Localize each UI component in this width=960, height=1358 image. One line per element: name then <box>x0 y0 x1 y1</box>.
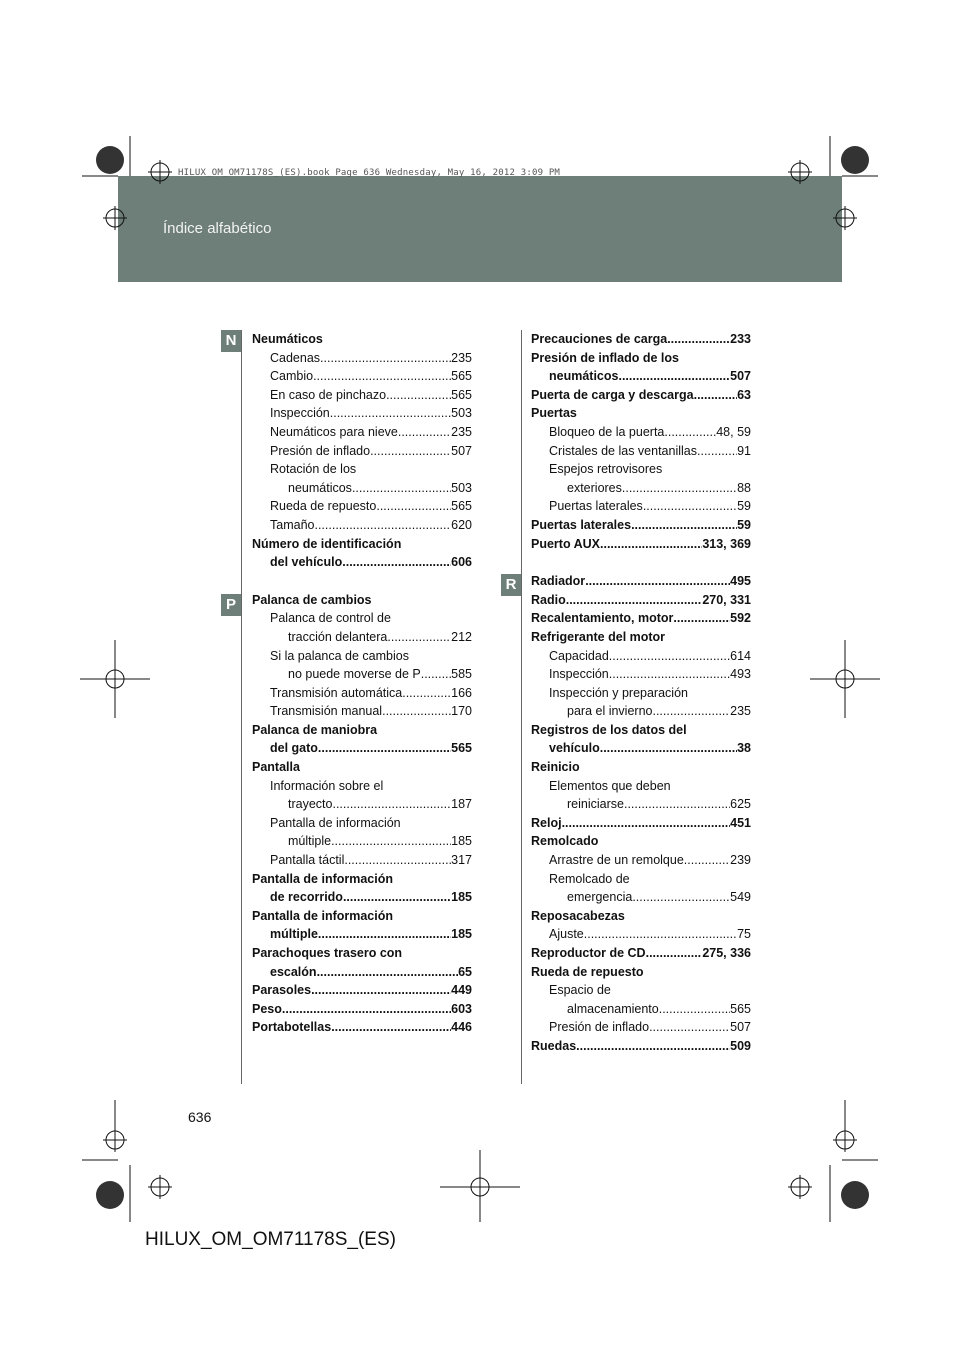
dot-leader <box>331 832 451 851</box>
entry-text: múltiple <box>288 834 332 849</box>
entry-page: 495 <box>730 574 751 589</box>
entry-page: 446 <box>451 1020 472 1035</box>
index-entry <box>531 739 751 758</box>
index-entry: Reposacabezas <box>531 908 625 923</box>
index-entry <box>531 497 751 516</box>
document-code: HILUX_OM_OM71178S_(ES) <box>145 1229 396 1250</box>
entry-text: del vehículo <box>270 555 343 570</box>
section-gap <box>531 553 751 572</box>
dot-leader <box>344 851 451 870</box>
index-entry <box>252 851 472 870</box>
dot-leader <box>421 665 451 684</box>
index-entry <box>252 553 472 572</box>
index-entry <box>252 628 472 647</box>
index-entry <box>531 851 751 870</box>
entry-page: 549 <box>730 890 751 905</box>
index-entry <box>531 795 751 814</box>
entry-text: Neumáticos para nieve <box>270 424 398 439</box>
entry-page: 451 <box>730 815 751 830</box>
page-number: 636 <box>188 1109 212 1125</box>
index-entry <box>531 888 751 907</box>
index-entry: Puertas <box>531 406 577 421</box>
entry-text: Radio <box>531 592 566 607</box>
entry-text: Ajuste <box>549 927 584 942</box>
dot-leader <box>314 516 451 535</box>
dot-leader <box>664 423 716 442</box>
index-entry <box>252 888 472 907</box>
dot-leader <box>566 591 703 610</box>
index-entry <box>252 665 472 684</box>
dot-leader <box>376 497 451 516</box>
entry-page: 59 <box>737 499 751 514</box>
entry-text: emergencia <box>567 890 633 905</box>
book-metadata-line: HILUX_OM_OM71178S_(ES).book Page 636 Wednesday, May 16, 2012 3:09 PM <box>178 168 561 178</box>
dot-leader <box>684 851 730 870</box>
entry-text: Cambio <box>270 369 314 384</box>
entry-text: Inspección <box>549 667 609 682</box>
entry-page: 166 <box>451 685 472 700</box>
entry-page: 565 <box>451 499 472 514</box>
dot-leader <box>618 367 730 386</box>
entry-page: 614 <box>730 648 751 663</box>
entry-page: 59 <box>737 517 751 532</box>
entry-page: 493 <box>730 667 751 682</box>
index-entry <box>531 944 751 963</box>
entry-page: 503 <box>451 480 472 495</box>
entry-text: Presión de inflado <box>549 1020 650 1035</box>
entry-page: 449 <box>451 983 472 998</box>
index-entry <box>531 479 751 498</box>
index-entry <box>531 1018 751 1037</box>
index-entry <box>252 1018 472 1037</box>
entry-page: 275, 336 <box>702 946 751 960</box>
entry-page: 170 <box>451 704 472 719</box>
index-entry: Palanca de maniobra <box>252 722 378 737</box>
index-entry: Registros de los datos del <box>531 722 687 737</box>
dot-leader <box>624 795 730 814</box>
index-entry <box>531 423 751 442</box>
entry-text: del gato <box>270 741 318 756</box>
entry-text: En caso de pinchazo <box>270 387 387 402</box>
section-gap <box>252 572 472 591</box>
entry-page: 625 <box>730 797 751 812</box>
index-column-right <box>531 330 751 1056</box>
dot-leader <box>576 1037 730 1056</box>
entry-text: tracción delantera <box>288 629 388 644</box>
entry-text: Reproductor de CD <box>531 946 646 960</box>
entry-text: Puertas laterales <box>549 499 643 514</box>
index-entry: Palanca de cambios <box>252 592 372 607</box>
entry-text: Parasoles <box>252 983 312 998</box>
index-entry <box>252 1000 472 1019</box>
entry-text: Rueda de repuesto <box>270 499 377 514</box>
index-entry <box>252 832 472 851</box>
dot-leader <box>600 739 737 758</box>
column-rule-middle <box>521 330 522 1084</box>
dot-leader <box>609 665 730 684</box>
dot-leader <box>402 684 451 703</box>
entry-text: para el invierno <box>567 704 653 719</box>
entry-text: almacenamiento <box>567 1001 659 1016</box>
dot-leader <box>643 497 737 516</box>
dot-leader <box>697 442 737 461</box>
entry-text: Ruedas <box>531 1038 577 1053</box>
entry-page: 565 <box>451 369 472 384</box>
entry-page: 185 <box>451 927 472 942</box>
index-entry <box>531 386 751 405</box>
entry-text: Capacidad <box>549 648 609 663</box>
entry-text: Pantalla táctil <box>270 853 345 868</box>
index-entry <box>252 684 472 703</box>
index-entry <box>252 516 472 535</box>
dot-leader <box>646 944 703 963</box>
index-entry <box>531 367 751 386</box>
entry-page: 65 <box>458 964 472 979</box>
dot-leader <box>342 553 451 572</box>
index-entry: Rueda de repuesto <box>531 964 644 979</box>
index-entry <box>252 442 472 461</box>
entry-page: 38 <box>737 741 751 756</box>
index-entry <box>531 1037 751 1056</box>
dot-leader <box>632 888 730 907</box>
dot-leader <box>282 1000 451 1019</box>
entry-text: escalón <box>270 964 317 979</box>
entry-page: 565 <box>451 741 472 756</box>
dot-leader <box>600 535 702 554</box>
dot-leader <box>387 628 451 647</box>
index-entry: Elementos que deben <box>549 778 671 793</box>
index-entry <box>252 497 472 516</box>
index-entry <box>531 572 751 591</box>
dot-leader <box>382 702 451 721</box>
entry-page: 75 <box>737 927 751 942</box>
entry-page: 187 <box>451 797 472 812</box>
entry-text: Cristales de las ventanillas <box>549 443 697 458</box>
entry-page: 91 <box>737 443 751 458</box>
index-entry: Presión de inflado de los <box>531 350 679 365</box>
dot-leader <box>649 1018 730 1037</box>
index-entry <box>531 516 751 535</box>
dot-leader <box>311 981 451 1000</box>
entry-text: Tamaño <box>270 517 315 532</box>
dot-leader <box>652 702 730 721</box>
dot-leader <box>673 609 730 628</box>
entry-text: neumáticos <box>549 369 619 384</box>
entry-text: Puertas laterales <box>531 517 632 532</box>
dot-leader <box>320 349 451 368</box>
entry-page: 235 <box>730 704 751 719</box>
index-entry <box>252 981 472 1000</box>
dot-leader <box>667 330 730 349</box>
entry-text: Puerto AUX <box>531 536 600 551</box>
index-entry: Pantalla de información <box>252 908 394 923</box>
index-entry <box>252 367 472 386</box>
index-entry <box>252 963 472 982</box>
index-entry <box>531 330 751 349</box>
index-entry <box>531 609 751 628</box>
index-entry <box>252 349 472 368</box>
dot-leader <box>398 423 451 442</box>
index-entry: Reinicio <box>531 760 580 775</box>
entry-text: vehículo <box>549 741 600 756</box>
index-entry <box>252 702 472 721</box>
entry-text: Recalentamiento, motor <box>531 611 674 626</box>
index-entry <box>531 925 751 944</box>
index-entry <box>531 665 751 684</box>
index-entry <box>531 814 751 833</box>
entry-text: Portabotellas <box>252 1020 332 1035</box>
entry-text: Transmisión automática <box>270 685 403 700</box>
dot-leader <box>659 1000 730 1019</box>
column-rule-left <box>241 330 242 1084</box>
entry-page: 88 <box>737 480 751 495</box>
entry-page: 503 <box>451 406 472 421</box>
index-entry: Neumáticos <box>252 332 323 346</box>
index-entry: Número de identificación <box>252 536 402 551</box>
entry-page: 212 <box>451 629 472 644</box>
entry-text: Transmisión manual <box>270 704 383 719</box>
index-entry: Remolcado <box>531 834 599 849</box>
entry-text: no puede moverse de P <box>288 667 421 682</box>
index-entry <box>252 795 472 814</box>
index-entry <box>252 386 472 405</box>
entry-text: múltiple <box>270 927 318 942</box>
index-entry <box>531 702 751 721</box>
entry-page: 185 <box>451 834 472 849</box>
section-tab-r: R <box>501 574 521 596</box>
entry-text: Inspección <box>270 406 330 421</box>
dot-leader <box>694 386 738 405</box>
entry-page: 606 <box>451 555 472 570</box>
entry-text: Precauciones de carga <box>531 332 668 346</box>
index-entry: Pantalla de información <box>270 815 401 830</box>
index-entry: Espacio de <box>549 983 611 998</box>
dot-leader <box>631 516 737 535</box>
index-entry <box>252 739 472 758</box>
section-tab-n: N <box>221 330 241 352</box>
index-entry <box>252 479 472 498</box>
entry-text: de recorrido <box>270 890 343 905</box>
entry-text: Puerta de carga y descarga <box>531 387 694 402</box>
entry-text: Bloqueo de la puerta <box>549 424 665 439</box>
dot-leader <box>584 925 737 944</box>
index-entry <box>531 1000 751 1019</box>
dot-leader <box>585 572 730 591</box>
entry-text: Reloj <box>531 815 562 830</box>
entry-page: 317 <box>451 853 472 868</box>
entry-page: 63 <box>737 387 751 402</box>
index-entry <box>531 442 751 461</box>
index-entry: Inspección y preparación <box>549 685 688 700</box>
index-entry <box>531 647 751 666</box>
entry-text: reiniciarse <box>567 797 624 812</box>
index-entry <box>531 535 751 554</box>
entry-text: neumáticos <box>288 480 352 495</box>
dot-leader <box>318 739 451 758</box>
dot-leader <box>343 888 451 907</box>
entry-page: 509 <box>730 1038 751 1053</box>
entry-text: Cadenas <box>270 350 321 365</box>
dot-leader <box>609 647 730 666</box>
page-title: Índice alfabético <box>163 220 272 237</box>
index-column-left <box>252 330 472 1037</box>
dot-leader <box>562 814 731 833</box>
entry-page: 270, 331 <box>702 592 751 607</box>
entry-page: 235 <box>451 424 472 439</box>
entry-page: 235 <box>451 350 472 365</box>
entry-text: Presión de inflado <box>270 443 371 458</box>
dot-leader <box>386 386 451 405</box>
index-entry: Refrigerante del motor <box>531 629 666 644</box>
entry-page: 185 <box>451 890 472 905</box>
index-entry: Información sobre el <box>270 778 384 793</box>
entry-page: 48, 59 <box>716 424 751 439</box>
entry-page: 592 <box>730 611 751 626</box>
dot-leader <box>370 442 451 461</box>
entry-page: 585 <box>451 667 472 682</box>
entry-text: Radiador <box>531 574 586 589</box>
index-entry <box>531 591 751 610</box>
entry-page: 233 <box>730 332 751 346</box>
index-entry <box>252 925 472 944</box>
dot-leader <box>330 404 451 423</box>
dot-leader <box>313 367 451 386</box>
dot-leader <box>331 1018 451 1037</box>
entry-page: 620 <box>451 517 472 532</box>
dot-leader <box>622 479 737 498</box>
dot-leader <box>352 479 451 498</box>
section-tab-p: P <box>221 594 241 616</box>
entry-page: 565 <box>730 1001 751 1016</box>
entry-text: Arrastre de un remolque <box>549 853 684 868</box>
index-entry: Parachoques trasero con <box>252 946 403 960</box>
index-entry: Pantalla de información <box>252 871 394 886</box>
entry-text: exteriores <box>567 480 622 495</box>
index-entry: Espejos retrovisores <box>549 462 663 477</box>
dot-leader <box>332 795 451 814</box>
entry-page: 507 <box>730 1020 751 1035</box>
entry-page: 565 <box>451 387 472 402</box>
entry-text: Peso <box>252 1001 282 1016</box>
index-entry: Rotación de los <box>270 462 357 477</box>
index-entry <box>252 423 472 442</box>
index-entry: Pantalla <box>252 760 300 775</box>
entry-page: 507 <box>451 443 472 458</box>
index-entry: Si la palanca de cambios <box>270 648 409 663</box>
dot-leader <box>318 925 451 944</box>
entry-page: 507 <box>730 369 751 384</box>
dot-leader <box>317 963 459 982</box>
entry-page: 239 <box>730 853 751 868</box>
entry-text: trayecto <box>288 797 333 812</box>
index-entry: Remolcado de <box>549 871 630 886</box>
index-entry: Palanca de control de <box>270 611 391 626</box>
entry-page: 313, 369 <box>702 536 751 551</box>
entry-page: 603 <box>451 1001 472 1016</box>
index-entry <box>252 404 472 423</box>
